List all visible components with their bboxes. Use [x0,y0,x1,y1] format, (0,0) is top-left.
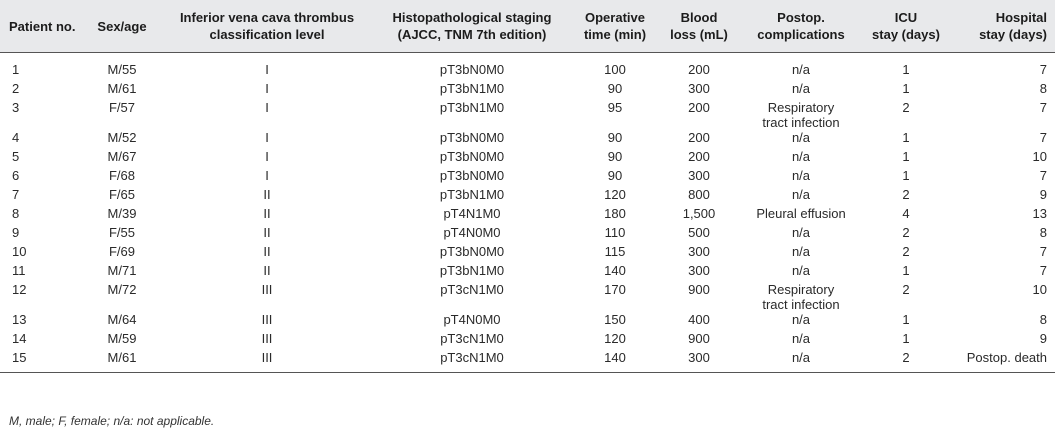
cell-staging: pT3bN1M0 [439,263,505,278]
cell-text-line: Respiratory [767,100,835,115]
column-header-line: Histopathological staging [392,10,552,25]
cell-complications [740,331,862,350]
cell-complications [740,100,862,130]
cell-no: 3 [12,100,20,115]
cell-text-line: n/a [791,350,811,365]
cell-staging: pT4N1M0 [443,206,501,221]
cell-text-line: n/a [791,168,811,183]
cell-blood-loss: 300 [688,81,710,96]
column-header-line: Postop. [777,10,825,25]
cell-no: 13 [12,312,27,327]
cell-op-time: 120 [604,331,626,346]
cell-blood-loss: 800 [688,187,710,202]
column-header-line: time (min) [583,27,647,42]
cell-no: 8 [12,206,20,221]
cell-no: 11 [12,263,26,278]
cell-no: 15 [12,350,27,365]
cell-op-time: 120 [604,187,626,202]
cell-sex-age: M/71 [107,263,137,278]
column-header-line: Inferior vena cava thrombus [179,10,355,25]
cell-complications [740,244,862,263]
cell-blood-loss: 300 [688,168,710,183]
cell-sex-age: M/67 [107,149,137,164]
cell-staging: pT3cN1M0 [440,282,504,297]
cell-no: 6 [12,168,20,183]
cell-hospital: 7 [1039,244,1047,259]
table-row [0,149,1055,168]
cell-text-line: tract infection [762,297,840,312]
cell-staging: pT3bN0M0 [439,168,505,183]
cell-hospital: 9 [1039,331,1047,346]
cell-level: II [263,244,271,259]
cell-op-time: 90 [607,168,623,183]
column-header-blood-loss [658,0,740,53]
cell-hospital: 8 [1039,225,1047,240]
cell-staging: pT3bN1M0 [439,100,505,115]
cell-blood-loss: 200 [688,149,710,164]
table-row [0,187,1055,206]
table-row [0,282,1055,312]
table-body [0,53,1055,373]
cell-complications [740,263,862,282]
cell-text-line: Pleural effusion [756,206,846,221]
cell-sex-age: M/55 [107,62,137,77]
table-row [0,350,1055,373]
cell-text-line: n/a [791,149,811,164]
cell-blood-loss: 200 [688,100,710,115]
cell-complications [740,149,862,168]
cell-complications [740,282,862,312]
cell-staging: pT4N0M0 [443,225,501,240]
cell-level: II [263,225,271,240]
cell-sex-age: M/39 [107,206,137,221]
cell-blood-loss: 900 [688,282,710,297]
cell-blood-loss: 200 [688,62,710,77]
cell-staging: pT3bN0M0 [439,130,505,145]
cell-blood-loss: 200 [688,130,710,145]
cell-level: I [265,100,269,115]
cell-op-time: 150 [604,312,626,327]
cell-hospital: 8 [1039,312,1047,327]
cell-op-time: 90 [607,130,623,145]
cell-text-line: n/a [791,225,811,240]
cell-sex-age: M/61 [107,350,137,365]
cell-complications [740,130,862,149]
column-header-patient-no [0,0,82,53]
column-header-ivc-thrombus-level [162,0,372,53]
cell-complications [740,53,862,82]
cell-blood-loss: 300 [688,244,710,259]
cell-no: 7 [12,187,20,202]
cell-no: 12 [12,282,27,297]
cell-sex-age: F/55 [108,225,135,240]
cell-level: I [265,130,269,145]
cell-level: II [263,263,271,278]
cell-hospital: 7 [1039,168,1047,183]
cell-complications [740,168,862,187]
cell-complications [740,206,862,225]
cell-icu: 1 [902,168,910,183]
cell-icu: 1 [902,81,910,96]
cell-op-time: 90 [607,81,623,96]
cell-no: 2 [12,81,20,96]
cell-icu: 4 [902,206,910,221]
cell-hospital: 8 [1039,81,1047,96]
cell-sex-age: M/72 [107,282,137,297]
column-header-sex-age [82,0,162,53]
cell-icu: 2 [902,100,910,115]
table-row [0,263,1055,282]
cell-text-line: n/a [791,312,811,327]
cell-icu: 1 [902,149,910,164]
cell-op-time: 140 [604,350,626,365]
cell-complications [740,312,862,331]
column-header-postop-complications [740,0,862,53]
column-header-line: stay (days) [979,27,1047,42]
cell-staging: pT3bN0M0 [439,244,505,259]
table-row [0,312,1055,331]
table-row [0,206,1055,225]
cell-complications [740,350,862,373]
cell-level: I [265,168,269,183]
table-row [0,168,1055,187]
cell-complications [740,225,862,244]
cell-icu: 2 [902,225,910,240]
cell-level: II [263,187,271,202]
cell-blood-loss: 300 [688,263,710,278]
column-header-line: ICU [894,10,918,25]
column-header-line: Sex/age [97,18,147,34]
cell-no: 1 [12,62,20,77]
column-header-hospital-stay [950,0,1055,53]
cell-sex-age: M/61 [107,81,137,96]
cell-text-line: n/a [791,331,811,346]
cell-sex-age: M/52 [107,130,137,145]
cell-icu: 1 [902,62,910,77]
cell-staging: pT3cN1M0 [440,350,504,365]
table-row [0,53,1055,82]
column-header-icu-stay [862,0,950,53]
table-row [0,225,1055,244]
column-header-operative-time [572,0,658,53]
cell-hospital: 10 [1032,149,1047,164]
column-header-line: complications [757,27,845,42]
cell-level: III [261,350,273,365]
column-header-line: Blood [680,10,718,25]
cell-blood-loss: 900 [688,331,710,346]
cell-sex-age: M/59 [107,331,137,346]
cell-blood-loss: 500 [688,225,710,240]
cell-blood-loss: 1,500 [682,206,716,221]
cell-no: 10 [12,244,27,259]
cell-icu: 2 [902,244,910,259]
table-row [0,81,1055,100]
cell-hospital: 13 [1032,206,1047,221]
cell-text-line: n/a [791,81,811,96]
cell-sex-age: F/57 [108,100,135,115]
cell-op-time: 95 [607,100,623,115]
cell-level: III [261,312,273,327]
cell-hospital: Postop. death [966,350,1047,365]
cell-sex-age: F/68 [108,168,135,183]
cell-blood-loss: 400 [688,312,710,327]
table-footnote: M, male; F, female; n/a: not applicable. [9,414,215,428]
cell-staging: pT3bN1M0 [439,81,505,96]
cell-icu: 2 [902,350,910,365]
cell-op-time: 170 [604,282,626,297]
cell-op-time: 100 [604,62,626,77]
cell-hospital: 10 [1032,282,1047,297]
cell-sex-age: M/64 [107,312,137,327]
column-header-histopathological-staging [372,0,572,53]
table-header-row [0,0,1055,53]
cell-op-time: 140 [604,263,626,278]
table-row [0,331,1055,350]
cell-level: III [261,331,273,346]
cell-staging: pT4N0M0 [443,312,501,327]
cell-level: III [261,282,273,297]
table-row [0,130,1055,149]
cell-op-time: 110 [604,225,626,240]
cell-no: 14 [12,331,27,346]
cell-icu: 2 [902,282,910,297]
cell-op-time: 90 [607,149,623,164]
table-row [0,244,1055,263]
cell-text-line: n/a [791,187,811,202]
column-header-line: Hospital [995,10,1047,25]
cell-hospital: 7 [1039,62,1047,77]
cell-complications [740,81,862,100]
cell-hospital: 7 [1039,100,1047,115]
cell-icu: 1 [902,331,910,346]
column-header-line: Operative [585,10,645,25]
cell-level: II [263,206,271,221]
cell-staging: pT3bN0M0 [439,149,505,164]
column-header-line: loss (mL) [670,27,728,42]
cell-text-line: n/a [791,130,811,145]
cell-level: I [265,62,269,77]
cell-hospital: 7 [1039,130,1047,145]
cell-text-line: Respiratory [767,282,835,297]
cell-level: I [265,81,269,96]
cell-text-line: n/a [791,62,811,77]
cell-icu: 1 [902,130,910,145]
column-header-line: classification level [209,27,325,42]
column-header-line: (AJCC, TNM 7th edition) [397,27,547,42]
cell-staging: pT3bN0M0 [439,62,505,77]
cell-staging: pT3cN1M0 [440,331,504,346]
cell-text-line: n/a [791,244,811,259]
cell-complications [740,187,862,206]
cell-op-time: 115 [604,244,626,259]
cell-staging: pT3bN1M0 [439,187,505,202]
cell-sex-age: F/65 [108,187,135,202]
cell-icu: 2 [902,187,910,202]
cell-icu: 1 [902,312,910,327]
cell-sex-age: F/69 [108,244,135,259]
table-row [0,100,1055,130]
cell-no: 4 [12,130,20,145]
cell-hospital: 9 [1039,187,1047,202]
column-header-line: Patient no. [9,18,76,34]
cell-text-line: n/a [791,263,811,278]
cell-op-time: 180 [604,206,626,221]
cell-hospital: 7 [1039,263,1047,278]
column-header-line: stay (days) [872,27,940,42]
cell-no: 5 [12,149,20,164]
cell-level: I [265,149,269,164]
cell-text-line: tract infection [762,115,840,130]
cell-icu: 1 [902,263,910,278]
cell-no: 9 [12,225,20,240]
cell-blood-loss: 300 [688,350,710,365]
